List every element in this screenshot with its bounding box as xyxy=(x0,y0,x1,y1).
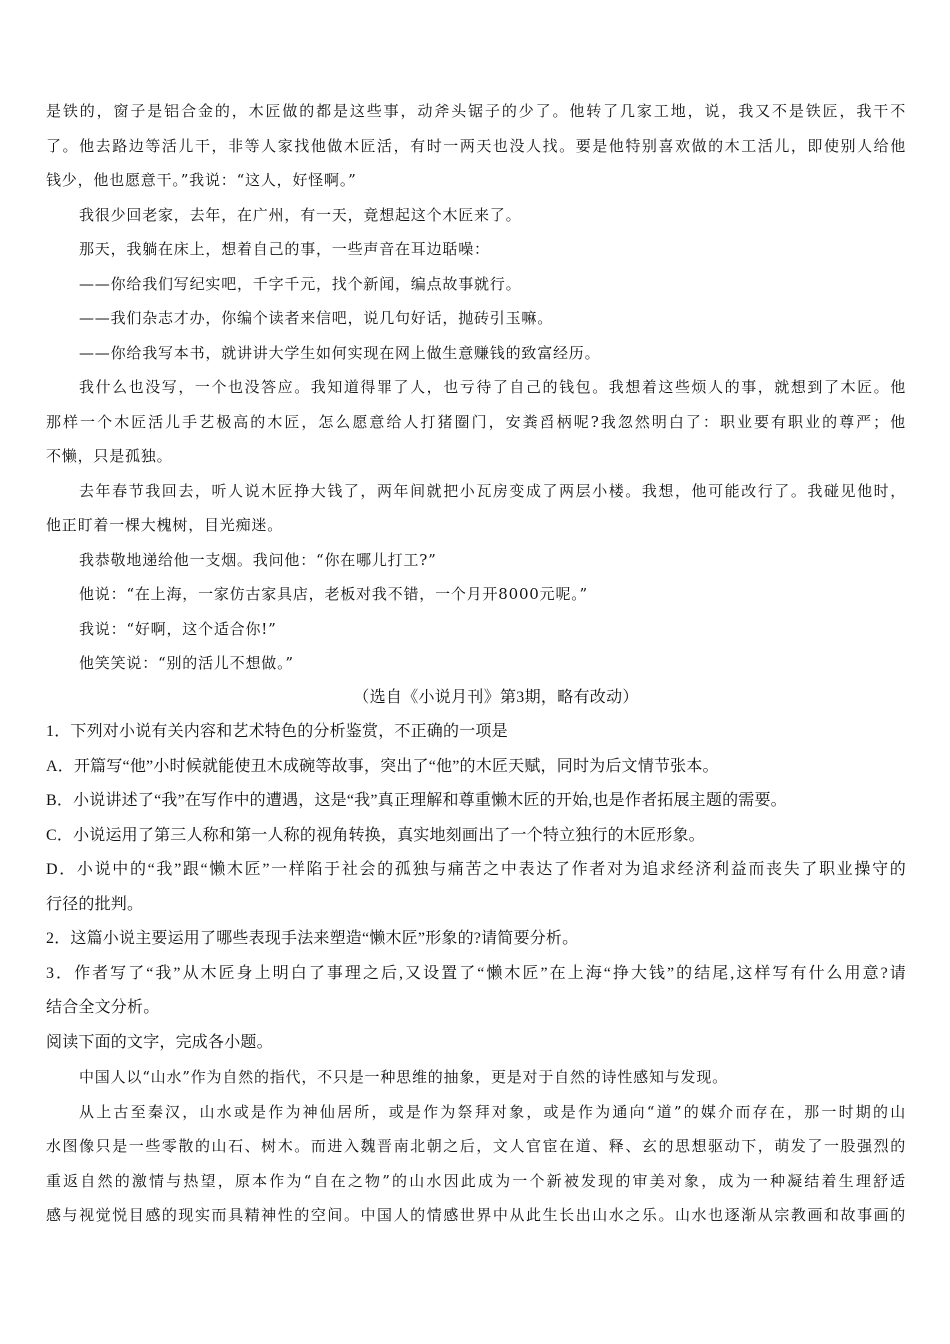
question-3-line2: 结合全文分析。 xyxy=(46,999,160,1016)
story-p11: 我说：“好啊，这个适合你!” xyxy=(79,619,277,638)
option-a: A．开篇写“他”小时候就能使丑木成碗等故事，突出了“他”的木匠天赋，同时为后文情节张本。 xyxy=(46,757,719,775)
option-d-line1: D．小说中的“我”跟“懒木匠”一样陷于社会的孤独与痛苦之中表达了作者对为追求经济利益而丧失了职业操守的 xyxy=(46,861,906,878)
story-p7-line2: 那样一个木匠活儿手艺极高的木匠，怎么愿意给人打猪圈门，安粪舀柄呢?我忽然明白了：职业要有职业的尊严；他 xyxy=(46,412,906,431)
story-p2: 我很少回老家，去年，在广州，有一天，竟想起这个木匠来了。 xyxy=(79,205,522,224)
question-2: 2．这篇小说主要运用了哪些表现手法来塑造“懒木匠”形象的?请简要分析。 xyxy=(46,930,579,947)
reading2-p2-line4: 感与视觉悦目感的现实而具精神性的空间。中国人的情感世界中从此生长出山水之乐。山水也逐渐从宗教画和故事画的 xyxy=(46,1206,906,1224)
story-p1-line1: 是铁的，窗子是铝合金的，木匠做的都是这些事，动斧头锯子的少了。他转了几家工地，说，我又不是铁匠，我干不 xyxy=(46,102,906,120)
story-p8-line1: 去年春节我回去，听人说木匠挣大钱了，两年间就把小瓦房变成了两层小楼。我想，他可能改行了。我碰见他时， xyxy=(79,481,906,500)
story-p3: 那天，我躺在床上，想着自己的事，一些声音在耳边聒噪： xyxy=(79,240,490,258)
story-p1-line3: 钱少，他也愿意干。”我说：“这人，好怪啊。” xyxy=(46,171,357,189)
question-3-line1: 3．作者写了“我”从木匠身上明白了事理之后,又设置了“懒木匠”在上海“挣大钱”的结尾,这样写有什么用意?请 xyxy=(46,964,906,982)
story-p8-line2: 他正盯着一棵大槐树，目光痴迷。 xyxy=(46,516,284,534)
story-p10: 他说：“在上海，一家仿古家具店，老板对我不错，一个月开8000元呢。” xyxy=(79,585,589,603)
option-d-line2: 行径的批判。 xyxy=(46,895,144,913)
story-p6: ——你给我写本书，就讲讲大学生如何实现在网上做生意赚钱的致富经历。 xyxy=(79,343,601,362)
story-p12: 他笑笑说：“别的活儿不想做。” xyxy=(79,654,294,672)
story-p7-line3: 不懒，只是孤独。 xyxy=(46,447,173,465)
reading2-p2-line2: 水图像只是一些零散的山石、树木。而进入魏晋南北朝之后，文人官宦在道、释、玄的思想驱动下，萌发了一股强烈的 xyxy=(46,1137,906,1155)
reading2-p2-line3: 重返自然的激情与热望，原本作为“自在之物”的山水因此成为一个新被发现的审美对象，成为一种凝结着生理舒适 xyxy=(46,1171,906,1190)
story-p1-line2: 了。他去路边等活儿干，非等人家找他做木匠活，有时一两天也没人找。要是他特别喜欢做的木工活儿，即使别人给他 xyxy=(46,136,906,155)
story-p5: ——我们杂志才办，你编个读者来信吧，说几句好话，抛砖引玉嘛。 xyxy=(79,309,554,327)
question-1: 1．下列对小说有关内容和艺术特色的分析鉴赏，不正确的一项是 xyxy=(46,723,508,740)
story-source: （选自《小说月刊》第3期，略有改动） xyxy=(353,688,639,706)
option-c: C．小说运用了第三人称和第一人称的视角转换，真实地刻画出了一个特立独行的木匠形象。 xyxy=(46,826,705,844)
story-p9: 我恭敬地递给他一支烟。我问他：“你在哪儿打工?” xyxy=(79,550,437,569)
reading2-intro: 阅读下面的文字，完成各小题。 xyxy=(46,1033,273,1051)
document-page xyxy=(46,94,906,1233)
reading2-p2-line1: 从上古至秦汉，山水或是作为神仙居所，或是作为祭拜对象，或是作为通向“道”的媒介而存在，那一时期的山 xyxy=(79,1102,906,1121)
story-p7-line1: 我什么也没写，一个也没答应。我知道得罪了人，也亏待了自己的钱包。我想着这些烦人的事，就想到了木匠。他 xyxy=(79,378,906,396)
option-b: B．小说讲述了“我”在写作中的遭遇，这是“我”真正理解和尊重懒木匠的开始,也是作者拓展主题的需要。 xyxy=(46,792,787,809)
story-p4: ——你给我们写纪实吧，千字千元，找个新闻，编点故事就行。 xyxy=(79,274,522,293)
reading2-p1: 中国人以“山水”作为自然的指代，不只是一种思维的抽象，更是对于自然的诗性感知与发现。 xyxy=(79,1068,728,1086)
